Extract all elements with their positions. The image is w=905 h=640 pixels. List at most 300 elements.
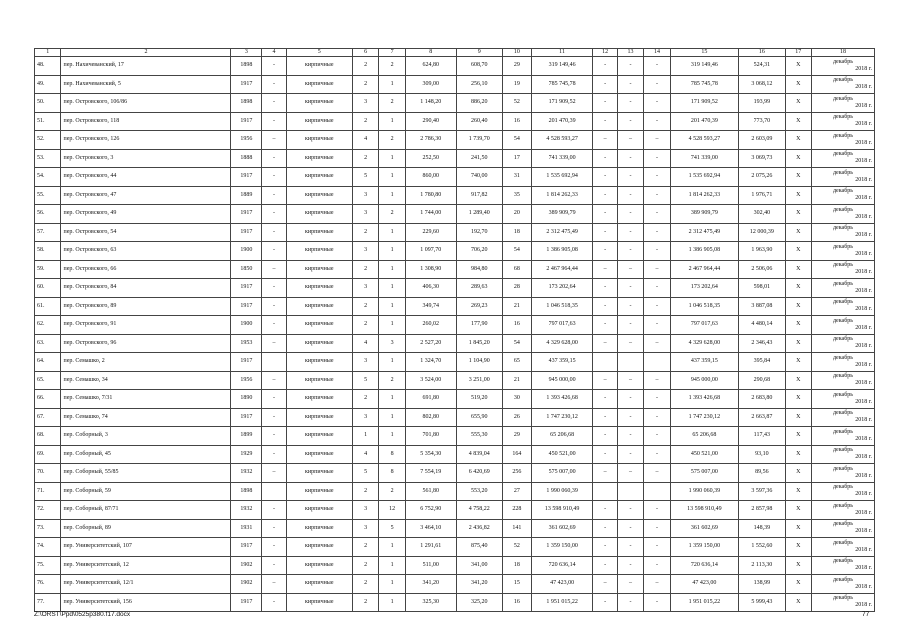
build-year-cell: 1902: [231, 556, 262, 575]
table-row: [35, 427, 875, 446]
col-13-cell: -: [617, 538, 643, 557]
col-12-cell: -: [593, 279, 617, 298]
column-header: 10: [502, 49, 531, 57]
living-area-cell: 289,63: [456, 279, 502, 298]
unit-cost-cell: 193,99: [739, 94, 785, 113]
col-4-cell: [262, 482, 286, 501]
address-cell: пер. Соборный, 45: [61, 445, 231, 464]
total-area-cell: 260,02: [405, 316, 456, 335]
total-cost-cell: 1 046 518,35: [670, 297, 738, 316]
col-6-cell: 2: [352, 149, 378, 168]
col-7-cell: 2: [379, 131, 405, 150]
cost-cell: 1 386 905,08: [531, 242, 593, 261]
col-13-cell: -: [617, 593, 643, 612]
cost-cell: 1 747 230,12: [531, 408, 593, 427]
wall-material-cell: кирпичные: [286, 519, 352, 538]
col-13-cell: -: [617, 316, 643, 335]
total-cost-cell: 4 329 628,00: [670, 334, 738, 353]
deadline-month: декабрь: [832, 243, 853, 250]
cost-cell: 1 990 060,39: [531, 482, 593, 501]
col-17-cell: Х: [785, 94, 811, 113]
table-row: [35, 390, 875, 409]
col-13-cell: -: [617, 112, 643, 131]
build-year-cell: 1956: [231, 131, 262, 150]
build-year-cell: 1929: [231, 445, 262, 464]
unit-cost-cell: 302,40: [739, 205, 785, 224]
col-6-cell: 2: [352, 297, 378, 316]
residents-cell: 29: [502, 427, 531, 446]
deadline-cell: [811, 445, 874, 464]
col-4-cell: -: [262, 75, 286, 94]
unit-cost-cell: 290,68: [739, 371, 785, 390]
address-cell: пер. Университетский, 12: [61, 556, 231, 575]
col-4-cell: -: [262, 316, 286, 335]
table-row: [35, 186, 875, 205]
address-cell: пер. Семашко, 34: [61, 371, 231, 390]
unit-cost-cell: 3 069,73: [739, 149, 785, 168]
col-17-cell: Х: [785, 556, 811, 575]
total-cost-cell: 785 745,78: [670, 75, 738, 94]
col-12-cell: -: [593, 427, 617, 446]
col-6-cell: 1: [352, 427, 378, 446]
col-17-cell: Х: [785, 297, 811, 316]
address-cell: пер. Соборный, 89: [61, 519, 231, 538]
residents-cell: 54: [502, 131, 531, 150]
col-6-cell: 2: [352, 316, 378, 335]
cost-cell: 1 393 426,68: [531, 390, 593, 409]
row-number-cell: 54.: [35, 168, 61, 187]
build-year-cell: 1917: [231, 593, 262, 612]
cost-cell: 201 470,39: [531, 112, 593, 131]
col-6-cell: 2: [352, 112, 378, 131]
col-17-cell: Х: [785, 168, 811, 187]
deadline-month: декабрь: [832, 206, 853, 213]
build-year-cell: 1917: [231, 279, 262, 298]
total-area-cell: 1 744,00: [405, 205, 456, 224]
col-6-cell: 2: [352, 556, 378, 575]
col-4-cell: -: [262, 112, 286, 131]
col-7-cell: 1: [379, 186, 405, 205]
total-cost-cell: 450 521,00: [670, 445, 738, 464]
total-area-cell: 1 148,20: [405, 94, 456, 113]
total-area-cell: 3 524,00: [405, 371, 456, 390]
total-area-cell: 341,20: [405, 575, 456, 594]
col-12-cell: -: [593, 168, 617, 187]
address-cell: пер. Островского, 47: [61, 186, 231, 205]
col-12-cell: -: [593, 242, 617, 261]
deadline-month: декабрь: [832, 502, 853, 509]
col-7-cell: 1: [379, 242, 405, 261]
col-14-cell: -: [644, 556, 670, 575]
table-body: [35, 57, 875, 612]
col-4-cell: -: [262, 519, 286, 538]
wall-material-cell: кирпичные: [286, 131, 352, 150]
col-17-cell: Х: [785, 519, 811, 538]
col-4-cell: -: [262, 593, 286, 612]
wall-material-cell: кирпичные: [286, 353, 352, 372]
col-6-cell: 2: [352, 260, 378, 279]
deadline-cell: [811, 575, 874, 594]
deadline-year: 2018 г.: [855, 139, 872, 146]
deadline-year: 2018 г.: [855, 84, 872, 91]
col-17-cell: Х: [785, 223, 811, 242]
row-number-cell: 70.: [35, 464, 61, 483]
deadline-month: декабрь: [832, 373, 853, 380]
col-6-cell: 2: [352, 390, 378, 409]
build-year-cell: 1917: [231, 408, 262, 427]
deadline-cell: [811, 205, 874, 224]
table-row: [35, 501, 875, 520]
col-14-cell: -: [644, 501, 670, 520]
col-4-cell: -: [262, 501, 286, 520]
col-6-cell: 3: [352, 242, 378, 261]
col-14-cell: [644, 353, 670, 372]
col-7-cell: 1: [379, 260, 405, 279]
deadline-cell: [811, 260, 874, 279]
col-4-cell: -: [262, 223, 286, 242]
cost-cell: 797 017,63: [531, 316, 593, 335]
deadline-month: декабрь: [832, 132, 853, 139]
column-header: 16: [739, 49, 785, 57]
col-14-cell: -: [644, 242, 670, 261]
cost-cell: 437 359,15: [531, 353, 593, 372]
table-row: [35, 316, 875, 335]
deadline-month: декабрь: [832, 465, 853, 472]
deadline-year: 2018 г.: [855, 343, 872, 350]
row-number-cell: 66.: [35, 390, 61, 409]
cost-cell: 173 202,64: [531, 279, 593, 298]
col-17-cell: Х: [785, 464, 811, 483]
unit-cost-cell: 773,70: [739, 112, 785, 131]
total-area-cell: 229,60: [405, 223, 456, 242]
col-14-cell: –: [644, 371, 670, 390]
col-6-cell: 3: [352, 501, 378, 520]
col-13-cell: -: [617, 186, 643, 205]
living-area-cell: 341,20: [456, 575, 502, 594]
col-17-cell: Х: [785, 279, 811, 298]
table-row: [35, 556, 875, 575]
col-12-cell: -: [593, 519, 617, 538]
column-header: 9: [456, 49, 502, 57]
col-6-cell: 3: [352, 205, 378, 224]
residents-cell: 21: [502, 297, 531, 316]
address-cell: пер. Семашко, 2: [61, 353, 231, 372]
col-12-cell: -: [593, 57, 617, 76]
col-13-cell: -: [617, 149, 643, 168]
col-17-cell: Х: [785, 131, 811, 150]
col-4-cell: –: [262, 334, 286, 353]
unit-cost-cell: 138,99: [739, 575, 785, 594]
living-area-cell: 3 251,00: [456, 371, 502, 390]
cost-cell: 13 598 910,49: [531, 501, 593, 520]
unit-cost-cell: 524,31: [739, 57, 785, 76]
col-12-cell: -: [593, 205, 617, 224]
living-area-cell: 269,23: [456, 297, 502, 316]
col-14-cell: -: [644, 427, 670, 446]
col-13-cell: -: [617, 390, 643, 409]
total-area-cell: 3 464,10: [405, 519, 456, 538]
wall-material-cell: кирпичные: [286, 427, 352, 446]
residents-cell: 256: [502, 464, 531, 483]
col-6-cell: 2: [352, 482, 378, 501]
deadline-month: декабрь: [832, 299, 853, 306]
col-6-cell: 4: [352, 131, 378, 150]
col-13-cell: -: [617, 168, 643, 187]
column-header: 5: [286, 49, 352, 57]
col-7-cell: 1: [379, 575, 405, 594]
col-17-cell: Х: [785, 260, 811, 279]
deadline-month: декабрь: [832, 188, 853, 195]
cost-cell: 65 206,68: [531, 427, 593, 446]
wall-material-cell: кирпичные: [286, 501, 352, 520]
table-row: [35, 75, 875, 94]
col-12-cell: –: [593, 334, 617, 353]
address-cell: пер. Островского, 84: [61, 279, 231, 298]
col-13-cell: -: [617, 94, 643, 113]
col-14-cell: -: [644, 205, 670, 224]
unit-cost-cell: 3 068,12: [739, 75, 785, 94]
cost-cell: 4 528 593,27: [531, 131, 593, 150]
col-6-cell: 4: [352, 445, 378, 464]
deadline-month: декабрь: [832, 410, 853, 417]
col-14-cell: -: [644, 57, 670, 76]
wall-material-cell: кирпичные: [286, 538, 352, 557]
row-number-cell: 71.: [35, 482, 61, 501]
col-4-cell: –: [262, 575, 286, 594]
col-12-cell: –: [593, 371, 617, 390]
col-7-cell: 12: [379, 501, 405, 520]
col-14-cell: -: [644, 94, 670, 113]
deadline-year: 2018 г.: [855, 398, 872, 405]
total-area-cell: 7 554,19: [405, 464, 456, 483]
column-header: 1: [35, 49, 61, 57]
cost-cell: 450 521,00: [531, 445, 593, 464]
total-area-cell: 2 527,20: [405, 334, 456, 353]
residents-cell: 65: [502, 353, 531, 372]
deadline-cell: [811, 112, 874, 131]
address-cell: пер. Островского, 54: [61, 223, 231, 242]
col-12-cell: -: [593, 316, 617, 335]
residents-cell: 18: [502, 556, 531, 575]
col-13-cell: –: [617, 464, 643, 483]
col-7-cell: 8: [379, 464, 405, 483]
wall-material-cell: кирпичные: [286, 575, 352, 594]
col-12-cell: -: [593, 112, 617, 131]
residents-cell: 27: [502, 482, 531, 501]
address-cell: пер. Соборный, 87/71: [61, 501, 231, 520]
total-area-cell: 309,00: [405, 75, 456, 94]
col-4-cell: -: [262, 427, 286, 446]
col-7-cell: 1: [379, 390, 405, 409]
wall-material-cell: кирпичные: [286, 445, 352, 464]
wall-material-cell: кирпичные: [286, 186, 352, 205]
wall-material-cell: кирпичные: [286, 297, 352, 316]
row-number-cell: 59.: [35, 260, 61, 279]
deadline-year: 2018 г.: [855, 435, 872, 442]
row-number-cell: 52.: [35, 131, 61, 150]
col-17-cell: Х: [785, 427, 811, 446]
col-7-cell: 1: [379, 223, 405, 242]
col-7-cell: 1: [379, 297, 405, 316]
total-cost-cell: 1 386 905,08: [670, 242, 738, 261]
column-header: 12: [593, 49, 617, 57]
col-14-cell: –: [644, 575, 670, 594]
col-7-cell: 1: [379, 279, 405, 298]
build-year-cell: 1899: [231, 427, 262, 446]
residents-cell: 68: [502, 260, 531, 279]
total-cost-cell: 1 990 060,39: [670, 482, 738, 501]
residents-cell: 141: [502, 519, 531, 538]
wall-material-cell: кирпичные: [286, 371, 352, 390]
deadline-cell: [811, 75, 874, 94]
living-area-cell: 4 758,22: [456, 501, 502, 520]
page-number: 77: [862, 611, 870, 618]
table-row: [35, 149, 875, 168]
total-cost-cell: 319 149,46: [670, 57, 738, 76]
deadline-month: декабрь: [832, 595, 853, 602]
unit-cost-cell: 3 597,36: [739, 482, 785, 501]
col-6-cell: 3: [352, 279, 378, 298]
living-area-cell: 6 420,69: [456, 464, 502, 483]
total-cost-cell: 65 206,68: [670, 427, 738, 446]
total-cost-cell: 389 909,79: [670, 205, 738, 224]
col-4-cell: -: [262, 390, 286, 409]
col-17-cell: Х: [785, 482, 811, 501]
deadline-year: 2018 г.: [855, 417, 872, 424]
deadline-month: декабрь: [832, 558, 853, 565]
deadline-year: 2018 г.: [855, 232, 872, 239]
total-area-cell: 860,00: [405, 168, 456, 187]
total-area-cell: 1 780,80: [405, 186, 456, 205]
col-6-cell: 2: [352, 75, 378, 94]
deadline-cell: [811, 482, 874, 501]
cost-cell: 1 046 518,35: [531, 297, 593, 316]
unit-cost-cell: 1 552,60: [739, 538, 785, 557]
col-6-cell: 2: [352, 575, 378, 594]
row-number-cell: 53.: [35, 149, 61, 168]
residents-cell: 54: [502, 242, 531, 261]
deadline-month: декабрь: [832, 447, 853, 454]
total-area-cell: 406,30: [405, 279, 456, 298]
col-17-cell: Х: [785, 445, 811, 464]
build-year-cell: 1898: [231, 57, 262, 76]
unit-cost-cell: 4 480,14: [739, 316, 785, 335]
col-14-cell: -: [644, 445, 670, 464]
deadline-cell: [811, 501, 874, 520]
col-14-cell: -: [644, 408, 670, 427]
address-cell: пер. Островского, 118: [61, 112, 231, 131]
unit-cost-cell: 3 887,08: [739, 297, 785, 316]
table-row: [35, 205, 875, 224]
residents-cell: 35: [502, 186, 531, 205]
wall-material-cell: кирпичные: [286, 57, 352, 76]
deadline-month: декабрь: [832, 58, 853, 65]
build-year-cell: 1931: [231, 519, 262, 538]
col-7-cell: 1: [379, 427, 405, 446]
col-13-cell: –: [617, 131, 643, 150]
deadline-cell: [811, 316, 874, 335]
total-cost-cell: 1 747 230,12: [670, 408, 738, 427]
col-17-cell: Х: [785, 112, 811, 131]
col-14-cell: -: [644, 279, 670, 298]
residents-cell: 15: [502, 575, 531, 594]
table-row: [35, 94, 875, 113]
deadline-year: 2018 г.: [855, 158, 872, 165]
wall-material-cell: кирпичные: [286, 223, 352, 242]
cost-cell: 720 636,14: [531, 556, 593, 575]
col-12-cell: -: [593, 297, 617, 316]
column-header: 13: [617, 49, 643, 57]
build-year-cell: 1898: [231, 94, 262, 113]
col-12-cell: –: [593, 464, 617, 483]
address-cell: пер. Островского, 66: [61, 260, 231, 279]
total-area-cell: 1 308,90: [405, 260, 456, 279]
col-6-cell: 4: [352, 334, 378, 353]
deadline-month: декабрь: [832, 354, 853, 361]
total-area-cell: 325,30: [405, 593, 456, 612]
living-area-cell: 706,20: [456, 242, 502, 261]
col-12-cell: -: [593, 501, 617, 520]
deadline-year: 2018 г.: [855, 472, 872, 479]
col-4-cell: [262, 353, 286, 372]
col-12-cell: -: [593, 186, 617, 205]
living-area-cell: 1 845,20: [456, 334, 502, 353]
address-cell: пер. Островского, 96: [61, 334, 231, 353]
living-area-cell: 241,50: [456, 149, 502, 168]
col-14-cell: –: [644, 260, 670, 279]
total-cost-cell: 171 909,52: [670, 94, 738, 113]
col-12-cell: -: [593, 445, 617, 464]
col-14-cell: -: [644, 538, 670, 557]
deadline-year: 2018 г.: [855, 269, 872, 276]
total-cost-cell: 2 467 964,44: [670, 260, 738, 279]
col-6-cell: 3: [352, 519, 378, 538]
total-area-cell: 290,40: [405, 112, 456, 131]
build-year-cell: 1917: [231, 353, 262, 372]
table-row: [35, 371, 875, 390]
residents-cell: 54: [502, 334, 531, 353]
row-number-cell: 56.: [35, 205, 61, 224]
wall-material-cell: кирпичные: [286, 168, 352, 187]
deadline-month: декабрь: [832, 169, 853, 176]
col-4-cell: -: [262, 279, 286, 298]
data-table: [34, 48, 875, 612]
col-13-cell: –: [617, 334, 643, 353]
deadline-cell: [811, 593, 874, 612]
col-4-cell: -: [262, 168, 286, 187]
wall-material-cell: кирпичные: [286, 75, 352, 94]
row-number-cell: 73.: [35, 519, 61, 538]
deadline-cell: [811, 131, 874, 150]
total-cost-cell: 13 598 910,49: [670, 501, 738, 520]
total-area-cell: 2 786,30: [405, 131, 456, 150]
col-4-cell: –: [262, 464, 286, 483]
unit-cost-cell: 89,56: [739, 464, 785, 483]
total-area-cell: 701,80: [405, 427, 456, 446]
address-cell: пер. Островского, 49: [61, 205, 231, 224]
residents-cell: 31: [502, 168, 531, 187]
col-7-cell: 1: [379, 112, 405, 131]
deadline-year: 2018 г.: [855, 454, 872, 461]
build-year-cell: 1900: [231, 242, 262, 261]
table-row: [35, 464, 875, 483]
total-cost-cell: 2 312 475,49: [670, 223, 738, 242]
col-7-cell: 8: [379, 445, 405, 464]
col-12-cell: [593, 482, 617, 501]
col-13-cell: -: [617, 501, 643, 520]
col-13-cell: -: [617, 242, 643, 261]
col-12-cell: -: [593, 223, 617, 242]
